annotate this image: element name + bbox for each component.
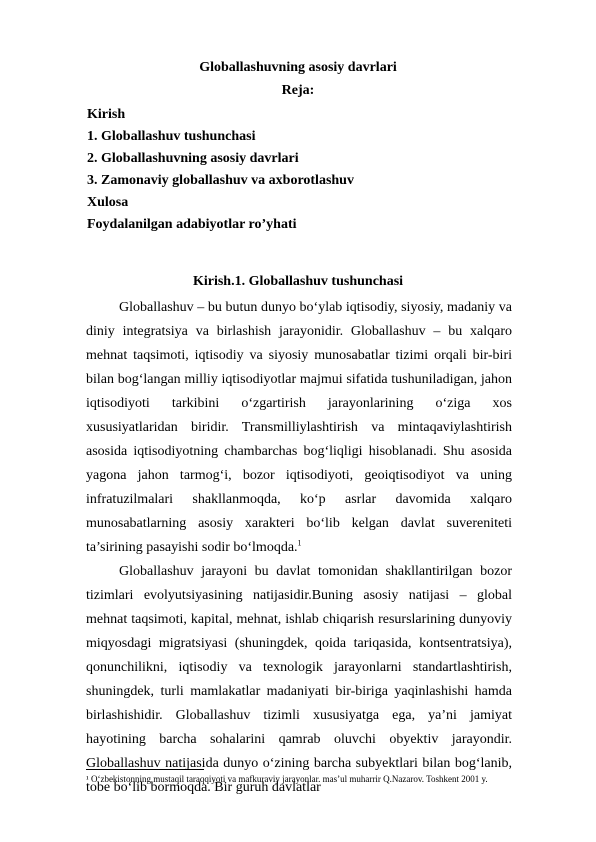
plan-list [87,104,354,236]
paragraph-1 [86,296,512,560]
document-title: Globallashuvning asosiy davrlari [199,60,397,75]
plan-item-references: Foydalanilgan adabiyotlar ro’yhati [87,217,297,232]
plan-item-conclusion: Xulosa [87,195,129,210]
footnote-divider [86,769,204,770]
plan-item-intro: Kirish [87,107,126,122]
footnote-reference: 1 [297,538,302,548]
footnote-text: ¹ O‘zbekistonning mustaqil taraqqiyoti va mafkuraviy jarayonlar. mas’ul muharrir Q.Nazarov. Toshkent 2001 y. [86,774,488,784]
plan-item-3: 3. Zamonaviy globallashuv va axborotlashuv [87,173,354,188]
body-text [86,296,512,800]
plan-item-1: 1. Globallashuv tushunchasi [87,129,256,144]
section-heading: Kirish.1. Globallashuv tushunchasi [192,274,404,289]
plan-heading: Reja: [281,83,315,98]
plan-item-2: 2. Globallashuvning asosiy davrlari [87,151,299,166]
paragraph-1-text: Globallashuv – bu butun dunyo bo‘ylab iqtisodiy, siyosiy, madaniy va diniy integratsiya va birlashish jarayonidir. Globallashuv – bu xalqaro mehnat taqsimoti, iqtisodiy va siyosiy munosabatlar tizimi orqali bir-biri bilan bog‘langan milliy iqtisodiyotlar majmui sifatida tushuniladigan, jahon iqtisodiyoti tarkibini o‘zgartirish jarayonlarining o‘ziga xos xususiyatlaridan biridir. Transmilliylashtirish va mintaqaviylashtirish asosida iqtisodiyotning chambarchas bog‘liqligi hisoblanadi. Shu asosida yagona jahon tarmog‘i, bozor iqtisodiyoti, geoiqtisodiyot va uning infratuzilmalari shakllanmoqda, ko‘p asrlar davomida xalqaro munosabatlarning asosiy xarakteri bo‘lib kelgan davlat suvereniteti ta’sirining pasayishi sodir bo‘lmoqda. [86,300,512,555]
paragraph-2: Globallashuv jarayoni bu davlat tomonidan shakllantirilgan bozor tizimlari evolyutsiyasining natijasidir.Buning asosiy natijasi – global mehnat taqsimoti, kapital, mehnat, ishlab chiqarish resurslarining dunyoviy miqyosdagi migratsiyasi (shuningdek, qoida tariqasida, kontsentratsiya), qonunchilikni, iqtisodiy va texnologik jarayonlarni standartlashtirish, shuningdek, turli mamlakatlar madaniyati bir-biriga yaqinlashishi hamda birlashishidir. Globallashuv tizimli xususiyatga ega, ya’ni jamiyat hayotining barcha sohalarini qamrab oluvchi obyektiv jarayondir. Globallashuv natijasida dunyo o‘zining barcha subyektlari bilan bog‘lanib, tobe bo‘lib bormoqda. Bir guruh davlatlar [86,564,512,795]
